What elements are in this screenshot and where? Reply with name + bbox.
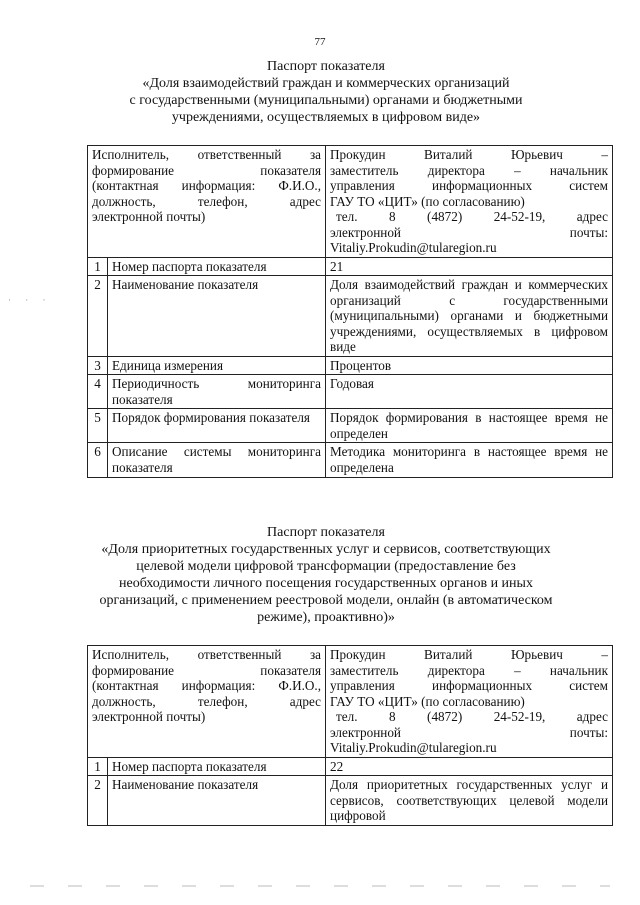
row-number: 6 [88, 443, 108, 478]
heading-line: режиме), проактивно)» [257, 610, 395, 625]
row-number: 4 [88, 375, 108, 409]
scan-bottom-artifact [30, 885, 610, 887]
row-label: Наименование показателя [108, 276, 326, 357]
executor-label-line: (контактная информация: Ф.И.О., [92, 178, 322, 193]
table-row [88, 276, 613, 357]
scan-margin-marks: · · · [8, 295, 52, 305]
executor-row [88, 146, 613, 258]
executor-label-line: формирование показателя [92, 162, 322, 178]
row-label: Порядок формирования показателя [108, 409, 326, 443]
heading-line: Паспорт показателя [267, 59, 385, 74]
row-number: 2 [88, 276, 108, 357]
executor-label-line: должность, телефон, адрес [92, 193, 322, 209]
table-row [88, 409, 613, 443]
row-label: Описание системы мониторинга показателя [108, 443, 326, 478]
passport-1-table [87, 145, 613, 478]
heading-line: с государственными (муниципальными) органами и бюджетными [129, 93, 523, 108]
row-label: Номер паспорта показателя [108, 257, 326, 276]
table-row [88, 375, 613, 409]
executor-label-line: (контактная информация: Ф.И.О., [92, 678, 322, 693]
heading-line: «Доля приоритетных государственных услуг и сервисов, соответствующих [101, 542, 551, 557]
executor-label-line: электронной почты) [92, 209, 206, 224]
passport-1-heading [40, 58, 612, 126]
heading-line: целевой модели цифровой трансформации (предоставление без [136, 559, 516, 574]
executor-label [88, 146, 326, 258]
executor-position-line: заместитель директора – начальник [330, 662, 609, 678]
row-number: 3 [88, 356, 108, 375]
row-value: 22 [326, 757, 613, 776]
row-value: Годовая [326, 375, 613, 409]
row-value: Порядок формирования в настоящее время не определен [326, 409, 613, 443]
executor-label-line: Исполнитель, ответственный за [92, 147, 322, 162]
executor-label-line: электронной почты) [92, 709, 206, 724]
table-row [88, 776, 613, 826]
executor-phone: тел. 8 (4872) 24-52-19, адрес [336, 709, 609, 724]
executor-name: Прокудин Виталий Юрьевич – [330, 647, 609, 662]
executor-organization: ГАУ ТО «ЦИТ» (по согласованию) [330, 193, 525, 209]
row-value: Доля приоритетных государственных услуг и сервисов, соответствующих целевой модели цифровой [326, 776, 613, 826]
executor-position-line: управления информационных систем [330, 678, 609, 693]
executor-email: Vitaliy.Prokudin@tularegion.ru [330, 740, 497, 755]
row-number: 1 [88, 257, 108, 276]
executor-phone: тел. 8 (4872) 24-52-19, адрес [336, 209, 609, 224]
row-number: 5 [88, 409, 108, 443]
passport-2-table [87, 645, 613, 826]
row-label: Наименование показателя [108, 776, 326, 826]
executor-value [326, 146, 613, 258]
executor-row [88, 646, 613, 758]
executor-label-line: формирование показателя [92, 662, 322, 678]
table-row [88, 443, 613, 478]
row-label: Периодичность мониторинга показателя [108, 375, 326, 409]
passport-2-heading [40, 524, 612, 626]
row-value: 21 [326, 257, 613, 276]
row-value: Процентов [326, 356, 613, 375]
row-label: Единица измерения [108, 356, 326, 375]
row-value: Доля взаимодействий граждан и коммерческих организаций с государственными (муниципальными) органами и бюджетными учреждениями, осуществляемых в цифровом виде [326, 276, 613, 357]
executor-email: Vitaliy.Prokudin@tularegion.ru [330, 240, 497, 255]
row-number: 1 [88, 757, 108, 776]
executor-name: Прокудин Виталий Юрьевич – [330, 147, 609, 162]
heading-line: Паспорт показателя [267, 525, 385, 540]
executor-label-line: должность, телефон, адрес [92, 693, 322, 709]
heading-line: «Доля взаимодействий граждан и коммерческих организаций [142, 76, 510, 91]
table-row [88, 757, 613, 776]
heading-line: учреждениями, осуществляемых в цифровом виде» [171, 110, 481, 125]
executor-email-label: электронной почты: [330, 724, 609, 740]
heading-line: организаций, с применением реестровой модели, онлайн (в автоматическом [99, 593, 553, 608]
executor-label [88, 646, 326, 758]
table-row [88, 356, 613, 375]
table-row [88, 257, 613, 276]
executor-organization: ГАУ ТО «ЦИТ» (по согласованию) [330, 693, 525, 709]
row-label: Номер паспорта показателя [108, 757, 326, 776]
heading-line: необходимости личного посещения государственных органов и иных [119, 576, 533, 591]
page-number: 77 [314, 36, 326, 48]
row-number: 2 [88, 776, 108, 826]
executor-label-line: Исполнитель, ответственный за [92, 647, 322, 662]
executor-position-line: управления информационных систем [330, 178, 609, 193]
row-value: Методика мониторинга в настоящее время не определена [326, 443, 613, 478]
executor-value [326, 646, 613, 758]
executor-email-label: электронной почты: [330, 224, 609, 240]
executor-position-line: заместитель директора – начальник [330, 162, 609, 178]
